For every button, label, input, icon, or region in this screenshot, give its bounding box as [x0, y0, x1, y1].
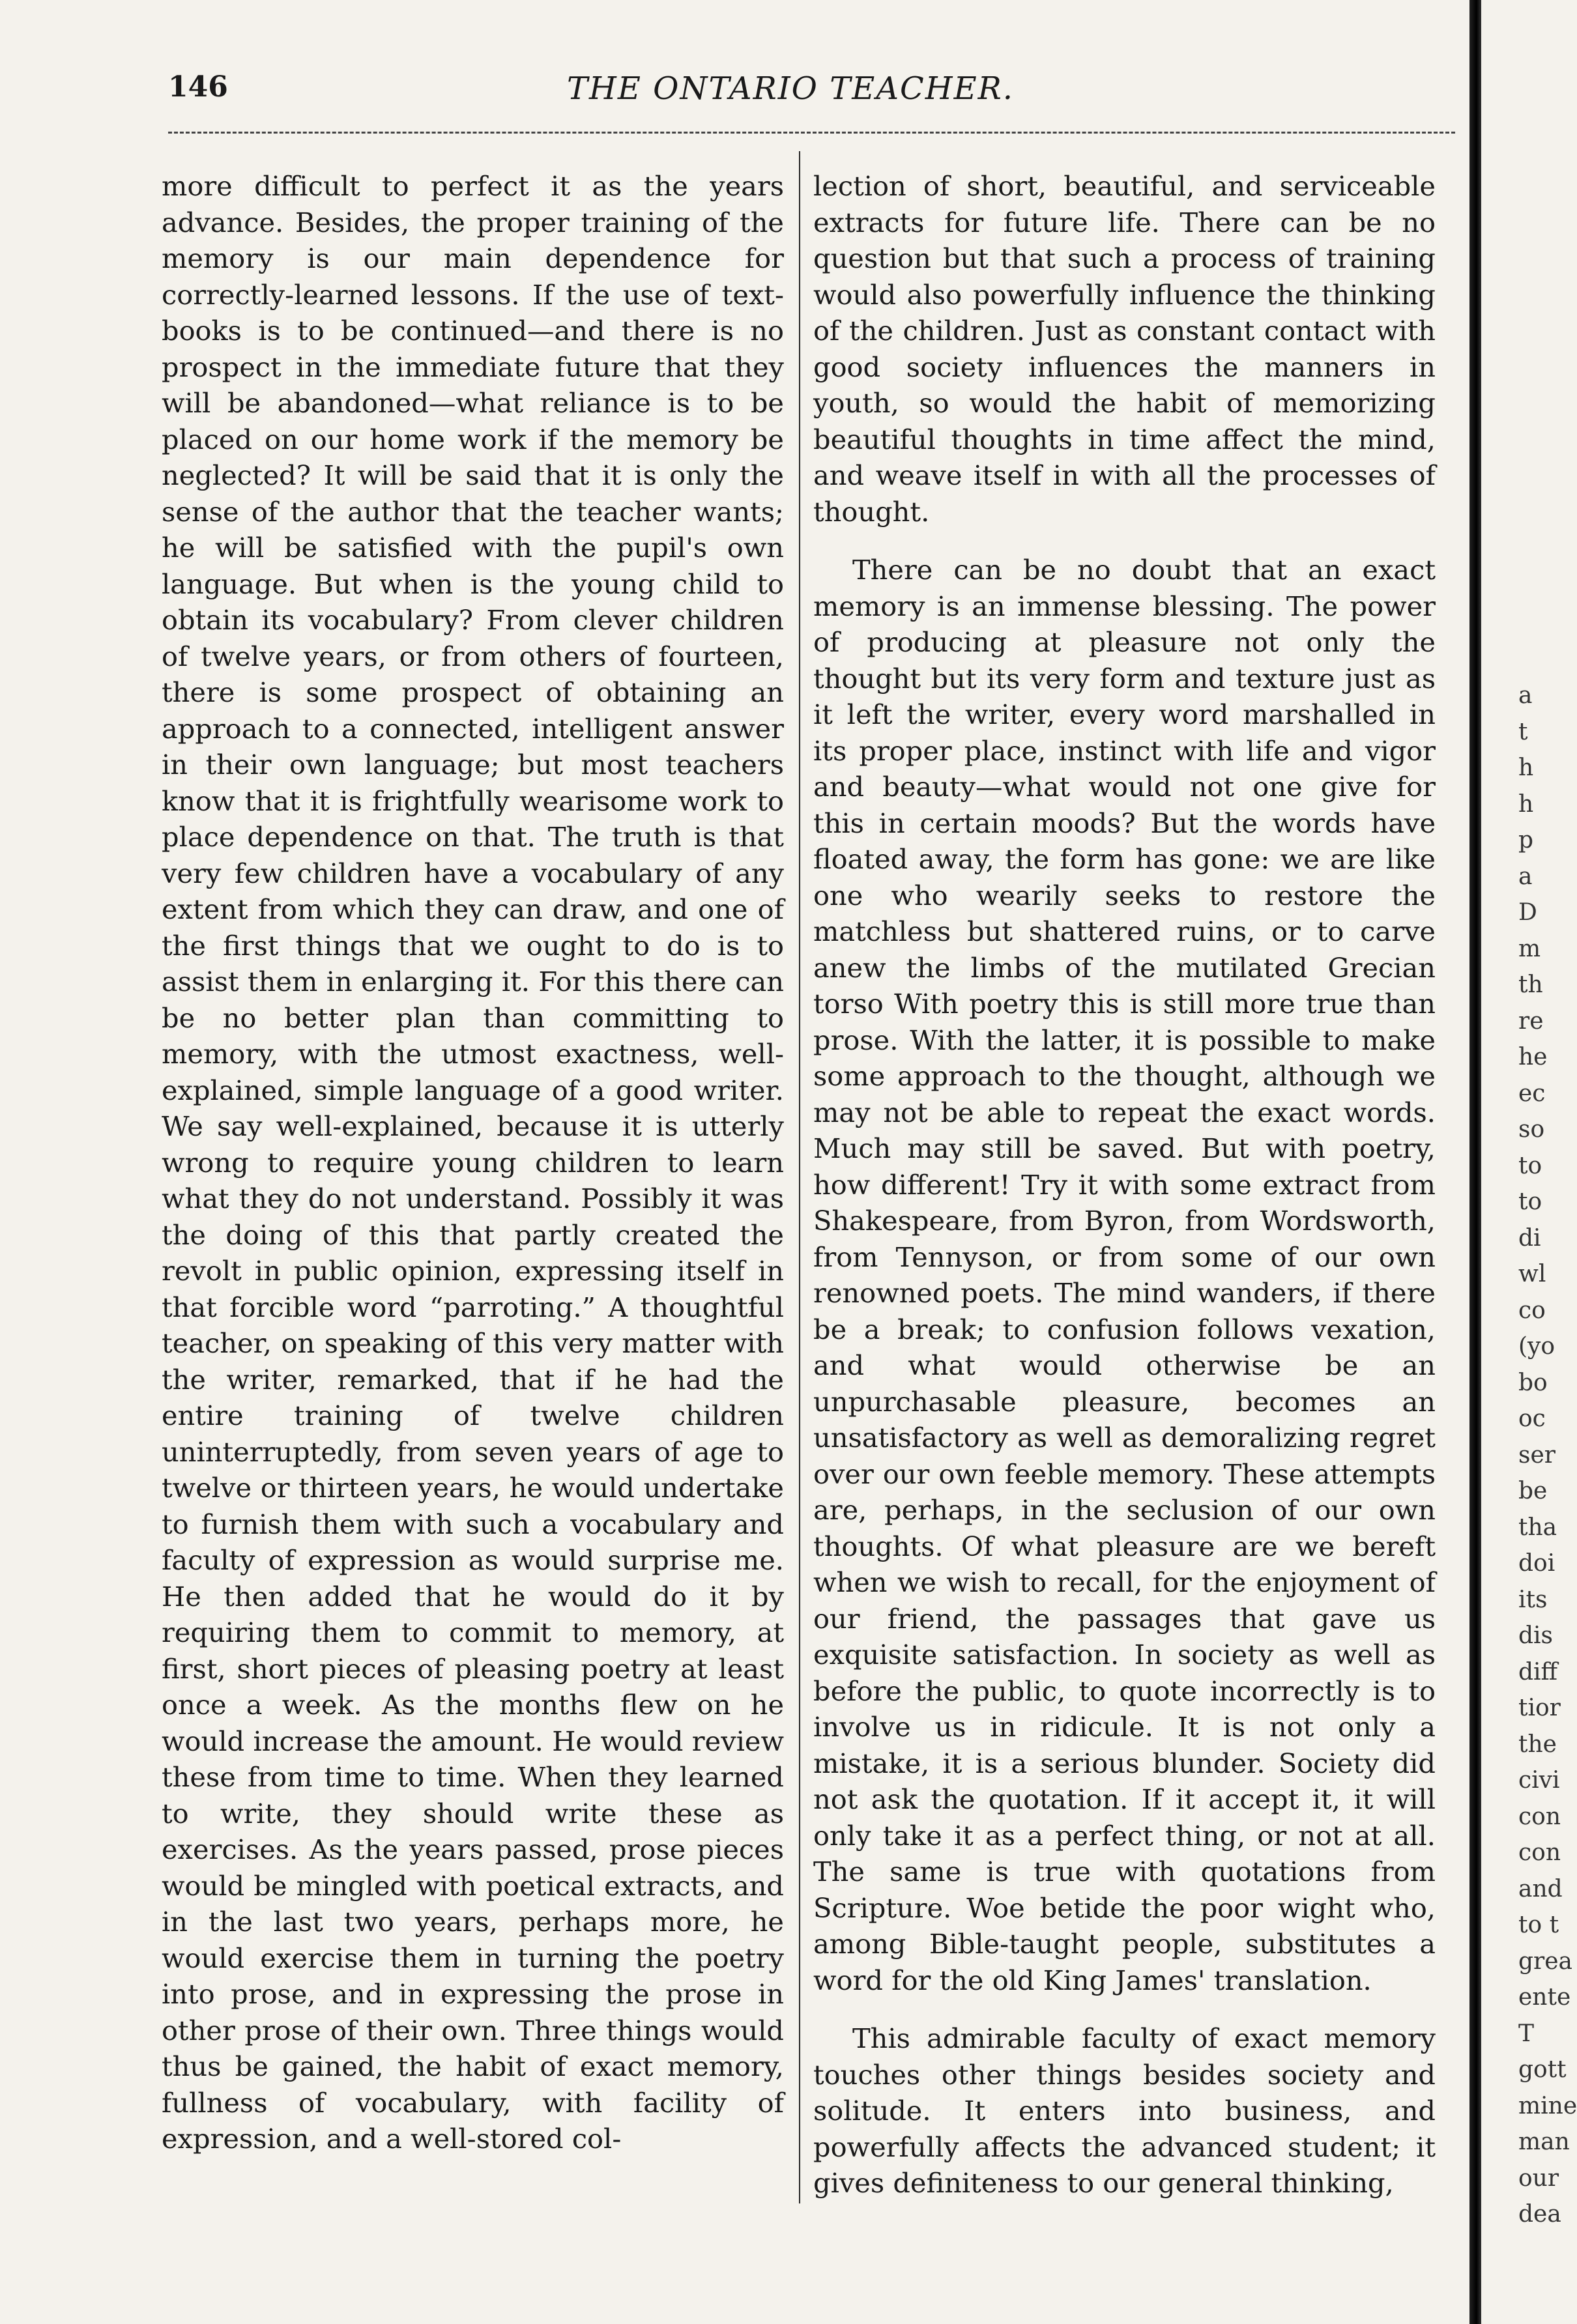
adjacent-fragment: con	[1518, 1803, 1561, 1830]
adjacent-page-edge	[1518, 678, 1577, 2233]
adjacent-fragment: so	[1518, 1116, 1545, 1143]
adjacent-fragment: doi	[1518, 1550, 1555, 1577]
adjacent-fragment: the	[1518, 1730, 1557, 1758]
adjacent-fragment: ec	[1518, 1080, 1546, 1107]
adjacent-fragment: a	[1518, 863, 1533, 890]
adjacent-fragment: ser	[1518, 1441, 1555, 1469]
book-binding-gutter	[1469, 0, 1481, 2324]
right-paragraph-3: This admirable faculty of exact memory touches other things besides society and solitude. It enters into business, and powerfully affects the advanced student; it gives definiteness to our general thinking,	[813, 2022, 1436, 2199]
adjacent-fragment: be	[1518, 1478, 1548, 1504]
adjacent-fragment: grea	[1518, 1947, 1573, 1975]
adjacent-fragment: bo	[1518, 1369, 1548, 1396]
adjacent-fragment: man	[1518, 2129, 1570, 2155]
adjacent-fragment: re	[1518, 1007, 1544, 1035]
right-paragraph-1: lection of short, beautiful, and serviceable extracts for future life. There can be no question but that such a process of training would also powerfully influence the thinking of the children. Just as constant contact with good society influences the manners in youth, so would the habit of memorizing beautiful thoughts in time affect the mind, and weave itself in with all the processes of thought.	[813, 170, 1436, 528]
adjacent-fragment: D	[1518, 899, 1537, 926]
column-divider	[799, 151, 800, 2203]
adjacent-fragment: T	[1518, 2020, 1535, 2047]
adjacent-fragment: tior	[1518, 1695, 1561, 1721]
right-column	[813, 168, 1436, 2202]
adjacent-fragment: p	[1518, 827, 1534, 854]
adjacent-fragment: to t	[1518, 1912, 1559, 1938]
adjacent-fragment: he	[1518, 1044, 1548, 1070]
adjacent-fragment: oc	[1518, 1405, 1546, 1432]
right-paragraph-2: There can be no doubt that an exact memory is an immense blessing. The power of producing at pleasure not only the thought but its very form and texture just as it left the writer, every word marshalled in its proper place, instinct with life and vigor and beauty—what would not one give for this in certain moods? But the words have floated away, the form has gone: we are like one who wearily seeks to restore the matchless but shattered ruins, or to carve anew the limbs of the mutilated Grecian torso With poetry this is still more true than prose. With the latter, it is possible to make some approach to the thought, although we may not be able to repeat the exact words. Much may still be saved. But with poetry, how different! Try it with some extract from Shakespeare, from Byron, from Wordsworth, from Tennyson, or from some of our own renowned poets. The mind wanders, if there be a break; to confusion follows vexation, and what would otherwise be an unpurchasable pleasure, becomes an unsatisfactory as well as demoralizing regret over our own feeble memory. These attempts are, perhaps, in the seclusion of our own thoughts. Of what pleasure are we bereft when we wish to recall, for the enjoyment of our friend, the passages that gave us exquisite satisfaction. In society as well as before the public, to quote incorrectly is to involve us in ridicule. It is not only a mistake, it is a serious blunder. Society did not ask the quotation. If it accept it, it will only take it as a perfect thing, or not at all. The same is true with quotations from Scripture. Woe betide the poor wight who, among Bible-taught people, substitutes a word for the old King James' translation.	[813, 554, 1436, 1996]
adjacent-fragment: h	[1518, 790, 1534, 818]
running-head: THE ONTARIO TEACHER.	[567, 70, 1015, 107]
adjacent-fragment: dis	[1518, 1622, 1554, 1649]
left-paragraph-1: more difficult to perfect it as the years advance. Besides, the proper training of the memory is our main dependence for correctly-learned lessons. If the use of text-books is to be continued—and there is no prospect in the immediate future that they will be abandoned—what reliance is to be placed on our home work if the memory be neglected? It will be said that it is only the sense of the author that the teacher wants; he will be satisfied with the pupil's own language. But when is the young child to obtain its vocabulary? From clever children of twelve years, or from others of fourteen, there is some prospect of obtaining an approach to a connected, intelligent answer in their own language; but most teachers know that it is frightfully wearisome work to place dependence on that. The truth is that very few children have a vocabulary of any extent from which they can draw, and one of the first things that we ought to do is to assist them in enlarging it. For this there can be no better plan than committing to memory, with the utmost exactness, well-explained, simple language of a good writer. We say well-explained, because it is utterly wrong to require young children to learn what they do not understand. Possibly it was the doing of this that partly created the revolt in public opinion, expressing itself in that forcible word “parroting.” A thoughtful teacher, on speaking of this very matter with the writer, remarked, that if he had the entire training of twelve children uninterruptedly, from seven years of age to twelve or thirteen years, he would undertake to furnish them with such a vocabulary and faculty of expression as would surprise me. He then added that he would do it by requiring them to commit to memory, at first, short pieces of pleasing poetry at least once a week. As the months flew on he would increase the amount. He would review these from time to time. When they learned to write, they should write these as exercises. As the years passed, prose pieces would be mingled with poetical extracts, and in the last two years, perhaps more, he would exercise them in turning the poetry into prose, and in expressing the prose in other prose of their own. Three things would thus be gained, the habit of exact memory, fullness of vocabulary, with facility of expression, and a well-stored col-	[162, 170, 784, 2155]
adjacent-fragment: our	[1518, 2164, 1559, 2192]
adjacent-fragment: to	[1518, 1188, 1542, 1215]
adjacent-fragment: tha	[1518, 1513, 1557, 1541]
adjacent-fragment: di	[1518, 1224, 1541, 1252]
adjacent-fragment: mine	[1518, 2092, 1577, 2119]
adjacent-fragment: a	[1518, 682, 1533, 709]
page-number: 146	[168, 70, 228, 104]
adjacent-fragment: m	[1518, 935, 1541, 962]
adjacent-fragment: diff	[1518, 1658, 1558, 1686]
adjacent-fragment: its	[1518, 1586, 1548, 1613]
adjacent-fragment: co	[1518, 1297, 1546, 1324]
header-rule	[168, 132, 1455, 134]
adjacent-fragment: t	[1518, 718, 1528, 745]
adjacent-fragment: to	[1518, 1152, 1542, 1179]
adjacent-fragment: and	[1518, 1875, 1563, 1902]
adjacent-fragment: dea	[1518, 2201, 1561, 2228]
adjacent-fragment: gott	[1518, 2056, 1567, 2083]
adjacent-fragment: civi	[1518, 1767, 1560, 1794]
adjacent-fragment: th	[1518, 971, 1543, 998]
left-column	[162, 168, 784, 2157]
adjacent-fragment: (yo	[1518, 1333, 1555, 1360]
adjacent-fragment: con	[1518, 1839, 1561, 1866]
adjacent-fragment: ente	[1518, 1984, 1571, 2011]
adjacent-fragment: h	[1518, 754, 1534, 781]
adjacent-fragment: wl	[1518, 1261, 1546, 1287]
